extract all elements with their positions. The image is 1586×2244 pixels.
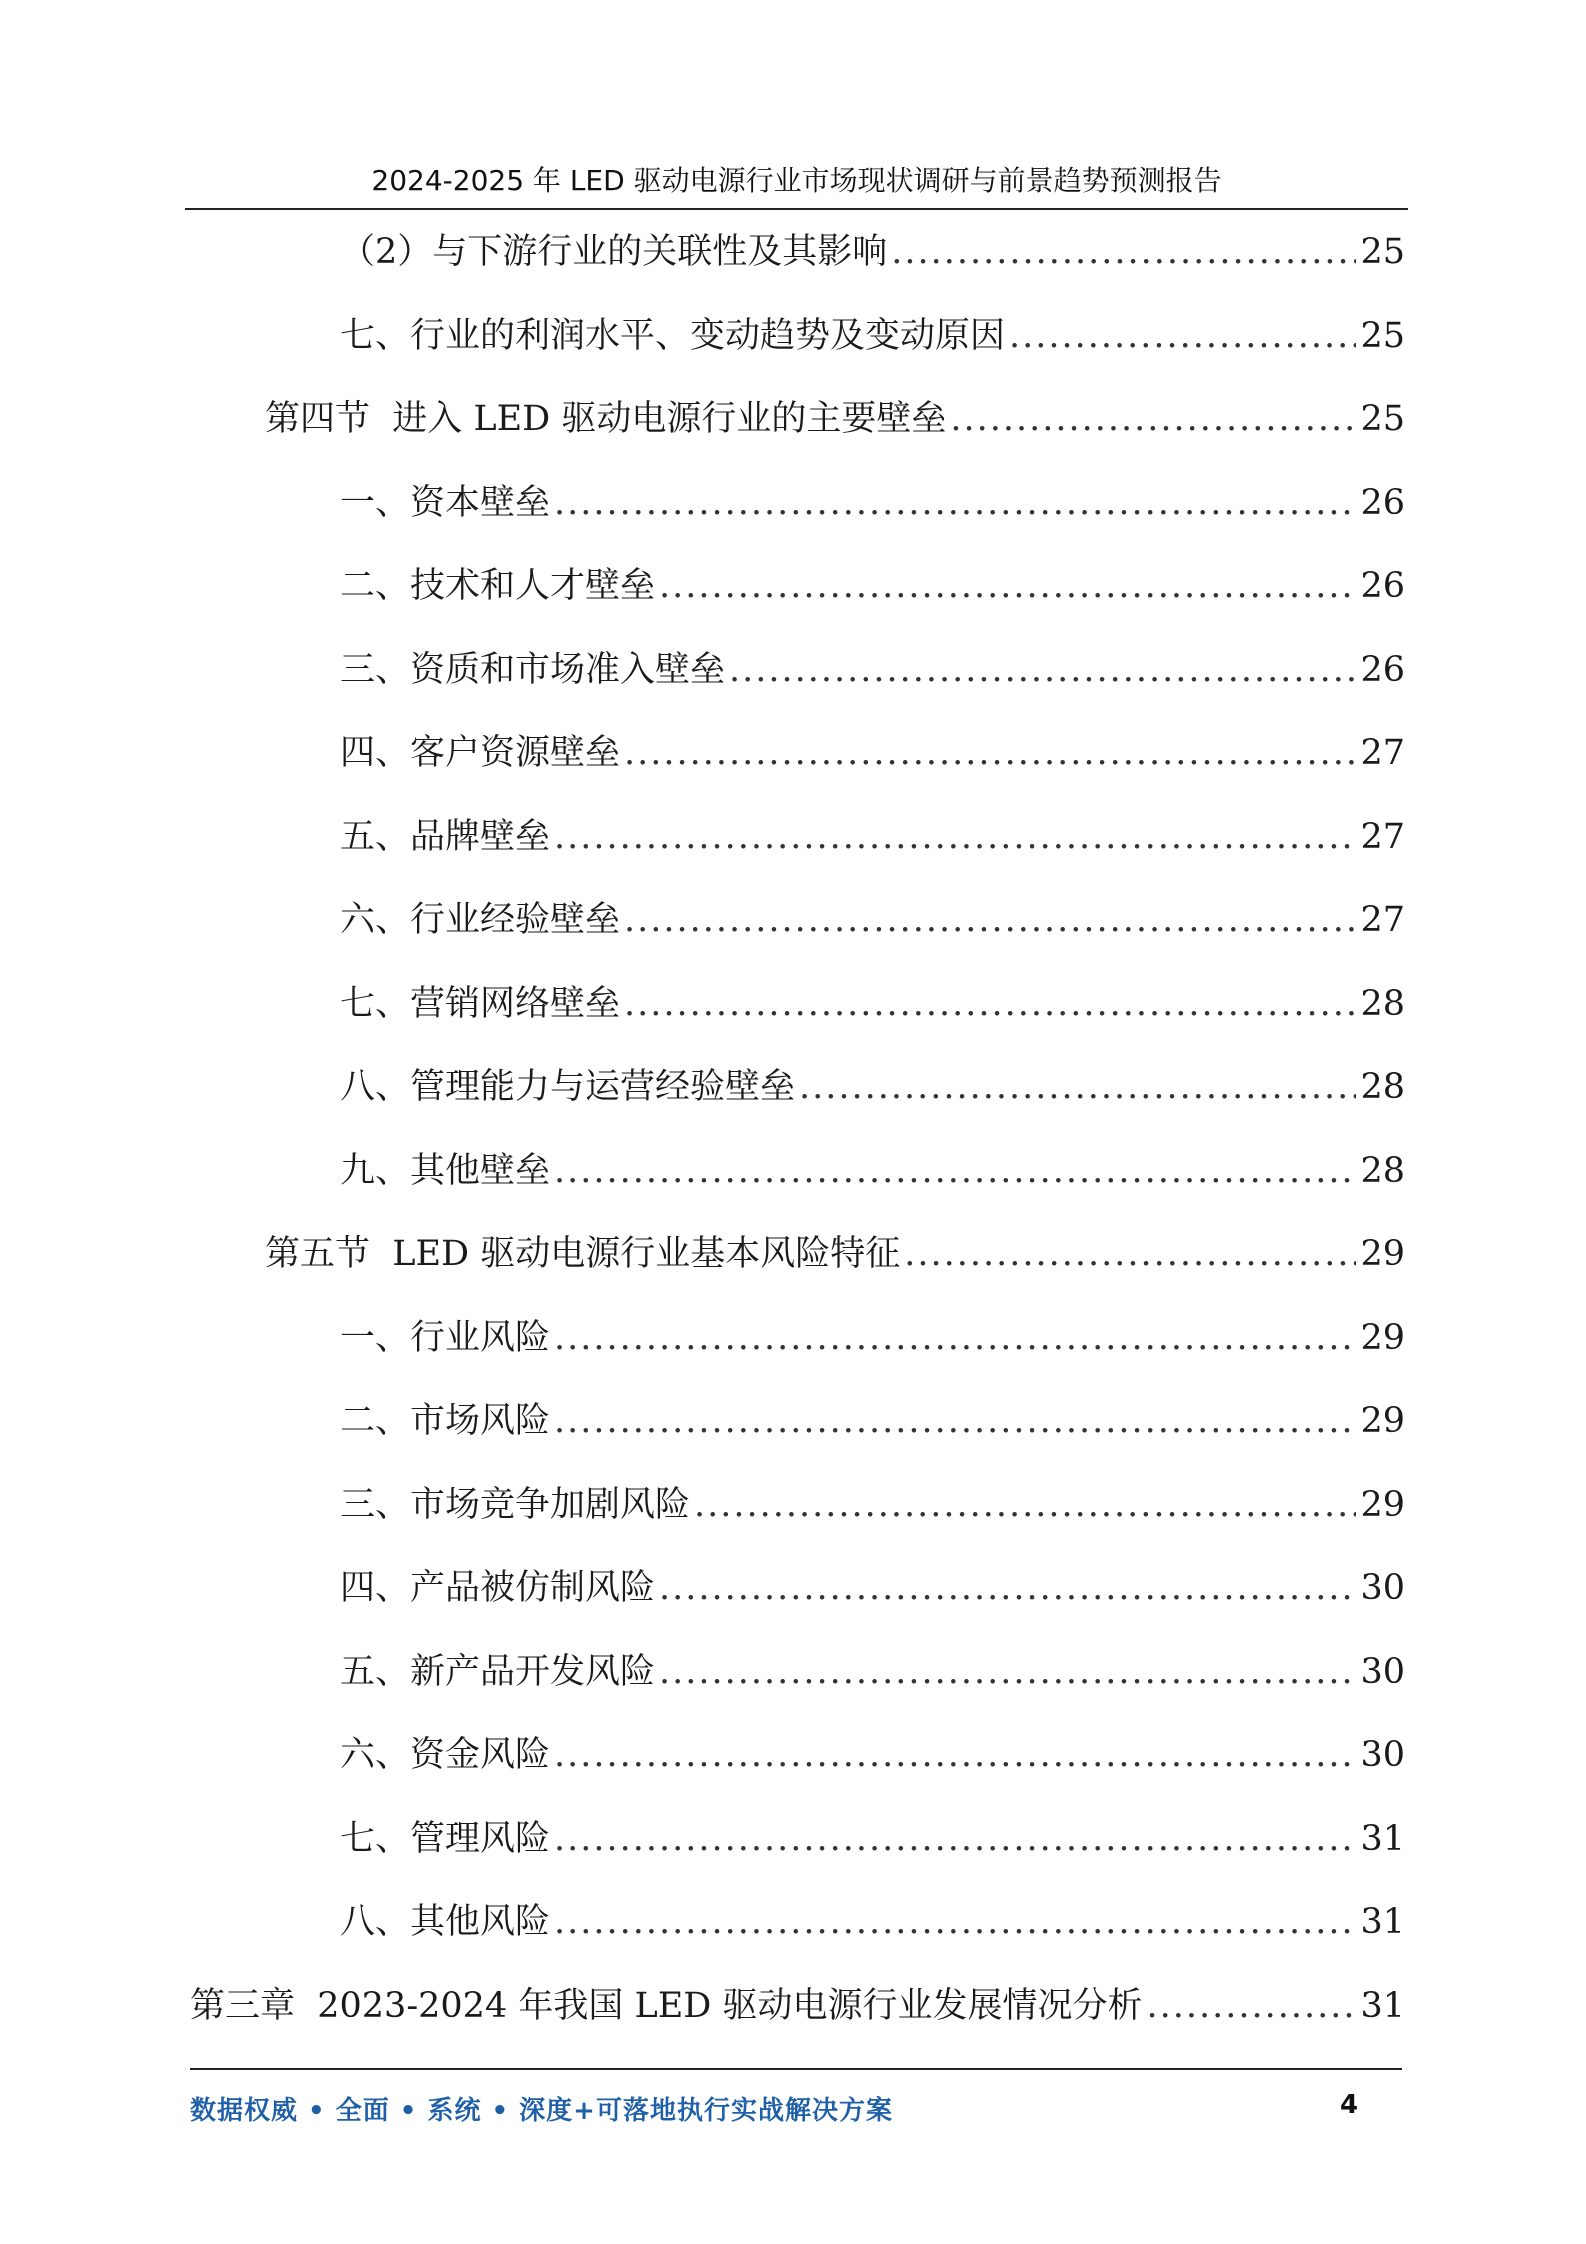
toc-dot-leader — [659, 556, 1356, 616]
toc-entry-label: 七、营销网络壁垒 — [340, 983, 621, 1024]
toc-entry[interactable] — [340, 1391, 1405, 1451]
header-divider — [185, 208, 1408, 210]
toc-entry[interactable] — [340, 1057, 1405, 1117]
toc-dot-leader — [554, 1725, 1356, 1785]
toc-dot-leader — [554, 1308, 1356, 1368]
toc-entry-page: 31 — [1360, 1818, 1405, 1859]
toc-entry[interactable] — [340, 807, 1405, 867]
toc-entry-label: （2）与下游行业的关联性及其影响 — [340, 232, 888, 272]
toc-entry-page: 26 — [1360, 649, 1405, 690]
toc-entry-page: 31 — [1360, 1985, 1405, 2026]
toc-entry-page: 29 — [1360, 1401, 1405, 1441]
toc-dot-leader — [554, 1809, 1356, 1869]
toc-entry-page: 29 — [1360, 1484, 1405, 1525]
toc-entry[interactable] — [340, 890, 1405, 950]
toc-entry-page: 30 — [1360, 1568, 1405, 1608]
toc-entry-label: 一、资本壁垒 — [340, 482, 551, 523]
toc-entry-label: 四、产品被仿制风险 — [340, 1568, 656, 1608]
toc-entry[interactable] — [265, 1224, 1405, 1284]
toc-dot-leader — [554, 473, 1356, 533]
toc-entry-label: 三、资质和市场准入壁垒 — [340, 649, 726, 690]
toc-entry[interactable] — [340, 1475, 1405, 1535]
toc-entry-label: 五、新产品开发风险 — [340, 1651, 656, 1692]
toc-entry-label: 七、管理风险 — [340, 1818, 551, 1859]
toc-dot-leader — [659, 1558, 1356, 1618]
toc-entry-label: 第四节 进入 LED 驱动电源行业的主要壁垒 — [265, 399, 947, 439]
toc-entry-label: 九、其他壁垒 — [340, 1150, 551, 1191]
toc-entry-label: 第五节 LED 驱动电源行业基本风险特征 — [265, 1234, 901, 1274]
toc-entry[interactable] — [340, 640, 1405, 700]
toc-dot-leader — [554, 1141, 1356, 1201]
toc-entry-page: 30 — [1360, 1735, 1405, 1775]
toc-dot-leader — [694, 1475, 1356, 1535]
toc-entry-label: 第三章 2023-2024 年我国 LED 驱动电源行业发展情况分析 — [190, 1985, 1143, 2026]
toc-dot-leader — [554, 1892, 1356, 1952]
toc-entry-page: 28 — [1360, 1067, 1405, 1107]
toc-entry-page: 27 — [1360, 816, 1405, 857]
toc-entry[interactable] — [340, 1809, 1405, 1869]
toc-entry-page: 26 — [1360, 566, 1405, 606]
toc-entry-page: 28 — [1360, 1150, 1405, 1191]
toc-entry[interactable] — [340, 222, 1405, 282]
toc-entry-page: 27 — [1360, 900, 1405, 940]
toc-entry[interactable] — [340, 1642, 1405, 1702]
toc-entry-label: 六、行业经验壁垒 — [340, 900, 621, 940]
toc-dot-leader — [904, 1224, 1356, 1284]
toc-entry[interactable] — [190, 1976, 1405, 2036]
toc-dot-leader — [659, 1642, 1356, 1702]
toc-entry[interactable] — [340, 1308, 1405, 1368]
toc-entry[interactable] — [340, 723, 1405, 783]
toc-entry[interactable] — [265, 389, 1405, 449]
toc-entry-label: 一、行业风险 — [340, 1317, 551, 1358]
toc-entry[interactable] — [340, 473, 1405, 533]
toc-dot-leader — [1146, 1976, 1356, 2036]
toc-dot-leader — [624, 890, 1356, 950]
toc-entry-label: 八、其他风险 — [340, 1902, 551, 1942]
footer-slogan: 数据权威 • 全面 • 系统 • 深度+可落地执行实战解决方案 — [190, 2096, 893, 2126]
toc-dot-leader — [624, 723, 1356, 783]
toc-entry[interactable] — [340, 306, 1405, 366]
toc-dot-leader — [554, 1391, 1356, 1451]
toc-dot-leader — [624, 974, 1356, 1034]
toc-entry-page: 25 — [1360, 315, 1405, 356]
toc-dot-leader — [554, 807, 1356, 867]
toc-dot-leader — [729, 640, 1356, 700]
toc-entry-label: 七、行业的利润水平、变动趋势及变动原因 — [340, 315, 1006, 356]
toc-entry-page: 31 — [1360, 1902, 1405, 1942]
toc-entry-page: 25 — [1360, 399, 1405, 439]
toc-entry[interactable] — [340, 1141, 1405, 1201]
toc-entry-label: 四、客户资源壁垒 — [340, 733, 621, 773]
report-title: 2024-2025 年 LED 驱动电源行业市场现状调研与前景趋势预测报告 — [371, 164, 1222, 197]
toc-entry[interactable] — [340, 556, 1405, 616]
toc-entry-label: 二、市场风险 — [340, 1401, 551, 1441]
toc-dot-leader — [950, 389, 1356, 449]
toc-entry-label: 八、管理能力与运营经验壁垒 — [340, 1067, 796, 1107]
toc-entry-page: 30 — [1360, 1651, 1405, 1692]
toc-entry-label: 三、市场竞争加剧风险 — [340, 1484, 691, 1525]
toc-dot-leader — [1009, 306, 1356, 366]
toc-entry-page: 29 — [1360, 1234, 1405, 1274]
toc-entry[interactable] — [340, 974, 1405, 1034]
toc-entry[interactable] — [340, 1725, 1405, 1785]
toc-entry-page: 25 — [1360, 232, 1405, 272]
toc-entry-page: 27 — [1360, 733, 1405, 773]
toc-entry-label: 六、资金风险 — [340, 1735, 551, 1775]
toc-dot-leader — [891, 222, 1356, 282]
page-number: 4 — [1340, 2090, 1359, 2120]
toc-entry-page: 28 — [1360, 983, 1405, 1024]
toc-entry[interactable] — [340, 1892, 1405, 1952]
footer-divider — [190, 2068, 1402, 2070]
toc-entry-page: 26 — [1360, 482, 1405, 523]
toc-entry-label: 二、技术和人才壁垒 — [340, 566, 656, 606]
toc-entry-label: 五、品牌壁垒 — [340, 816, 551, 857]
toc-entry[interactable] — [340, 1558, 1405, 1618]
toc-entry-page: 29 — [1360, 1317, 1405, 1358]
toc-dot-leader — [799, 1057, 1356, 1117]
